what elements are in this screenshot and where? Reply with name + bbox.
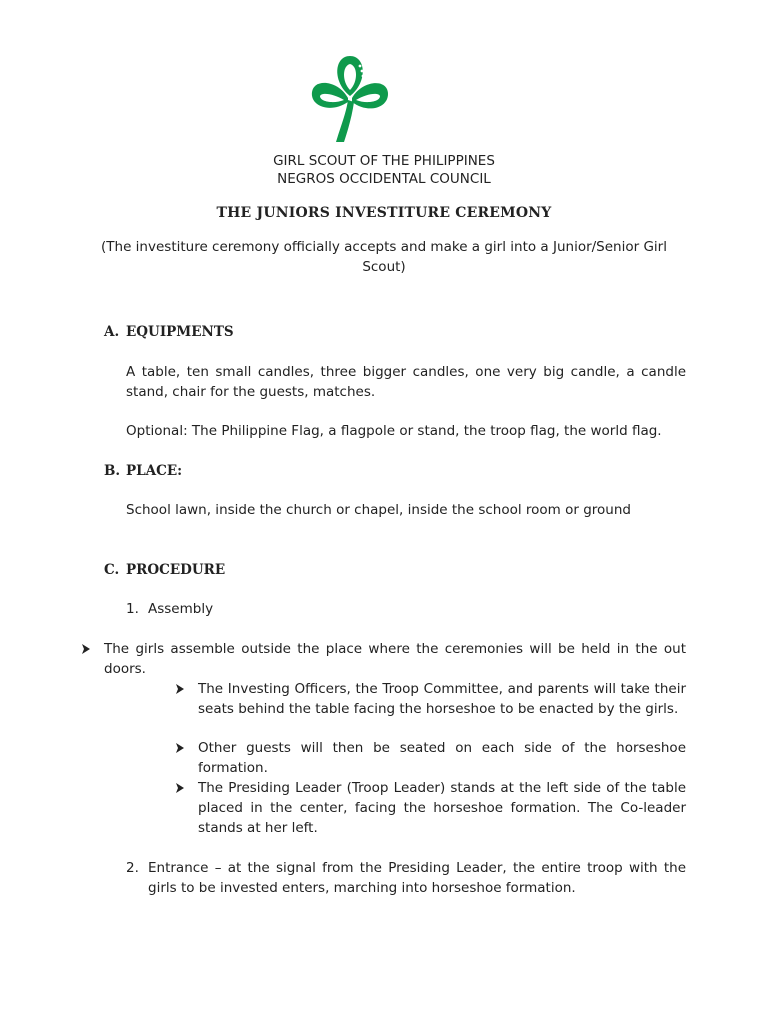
bullet-text: Other guests will then be seated on each side of the horseshoe formation. <box>198 740 686 776</box>
step-number: 2. <box>126 860 139 876</box>
procedure-step-2 <box>126 858 686 898</box>
section-a-letter: A. <box>104 324 120 340</box>
bullet-text: The Investing Officers, the Troop Committee, and parents will take their seats behind the table facing the horseshoe to be enacted by the girls. <box>198 681 686 717</box>
optional-paragraph: Optional: The Philippine Flag, a flagpole or stand, the troop flag, the world flag. <box>126 423 662 439</box>
list-item <box>174 778 686 838</box>
step-number: 1. <box>126 601 139 617</box>
section-b-title: PLACE: <box>126 463 183 479</box>
trefoil-ribbon-icon <box>308 52 392 144</box>
section-c-title: PROCEDURE <box>126 562 226 578</box>
list-item <box>174 679 686 719</box>
step-text: Entrance – at the signal from the Presiding Leader, the entire troop with the girls to be invested enters, marching into horseshoe formation. <box>148 860 686 896</box>
section-b-letter: B. <box>104 463 121 479</box>
document-subtitle: (The investiture ceremony officially accepts and make a girl into a Junior/Senior Girl Scout) <box>101 239 667 275</box>
section-a-heading <box>104 322 234 342</box>
list-item <box>174 738 686 778</box>
section-c-letter: C. <box>104 562 120 578</box>
step-text: Assembly <box>148 601 214 617</box>
org-name-line: GIRL SCOUT OF THE PHILIPPINES <box>273 153 495 169</box>
bullet-text: The Presiding Leader (Troop Leader) stands at the left side of the table placed in the center, facing the horseshoe formation. The Co-leader stands at her left. <box>198 780 686 836</box>
arrow-bullet-icon <box>174 782 186 794</box>
section-c-heading <box>104 560 225 580</box>
document-title: THE JUNIORS INVESTITURE CEREMONY <box>216 205 552 221</box>
list-item <box>80 639 686 679</box>
procedure-step-1 <box>126 599 686 619</box>
section-b-heading <box>104 461 182 481</box>
bullet-text: The girls assemble outside the place where the ceremonies will be held in the out doors. <box>104 641 686 677</box>
arrow-bullet-icon <box>174 742 186 754</box>
place-paragraph: School lawn, inside the church or chapel, inside the school room or ground <box>126 502 631 518</box>
equipments-paragraph: A table, ten small candles, three bigger candles, one very big candle, a candle stand, chair for the guests, matches. <box>126 364 686 400</box>
council-name-line: NEGROS OCCIDENTAL COUNCIL <box>277 171 491 187</box>
arrow-bullet-icon <box>80 643 92 655</box>
section-a-title: EQUIPMENTS <box>126 324 234 340</box>
arrow-bullet-icon <box>174 683 186 695</box>
